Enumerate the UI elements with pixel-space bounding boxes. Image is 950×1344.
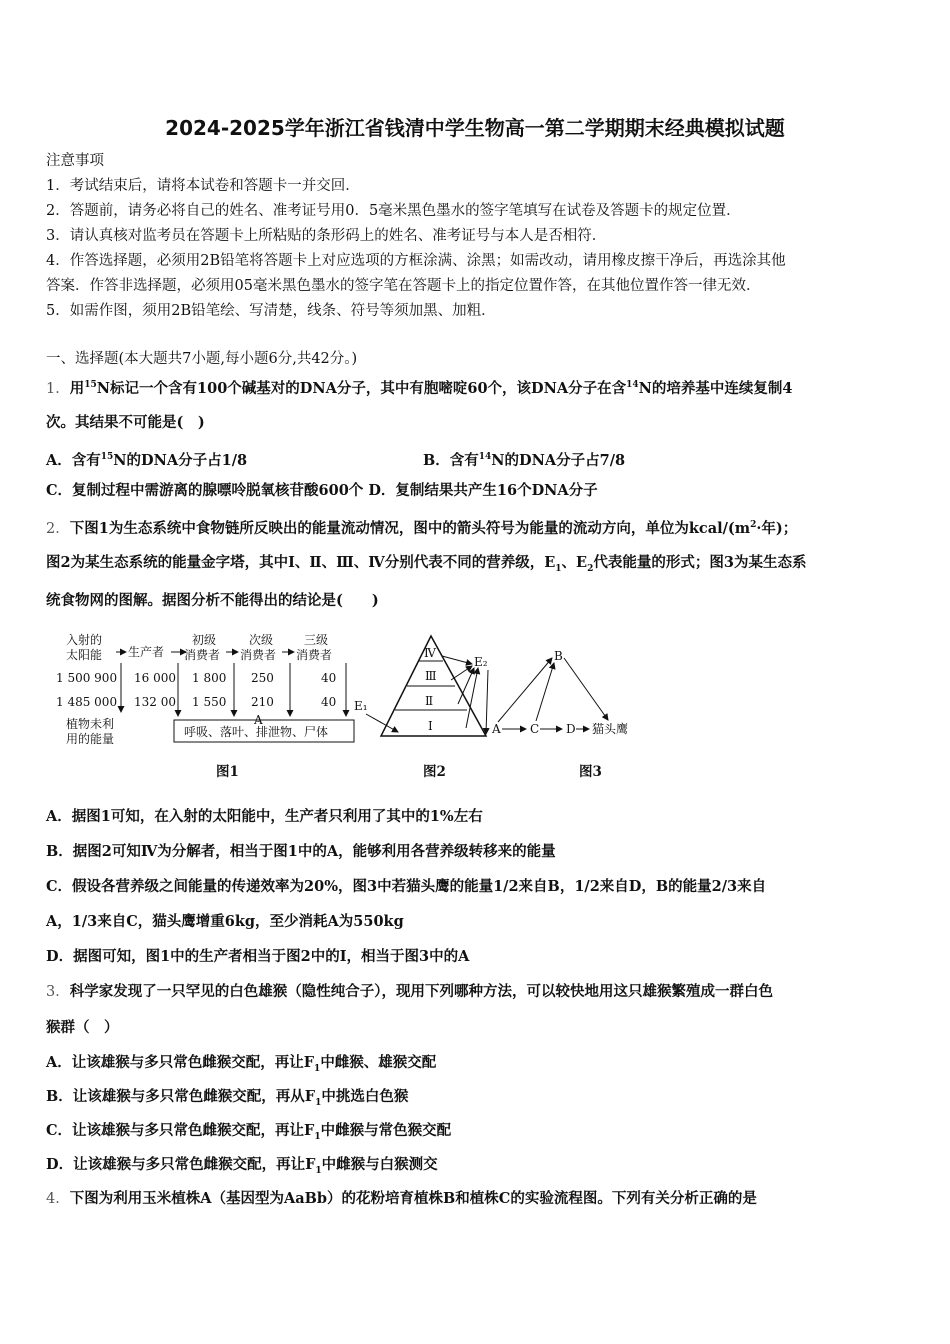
fig3-arrow <box>498 658 552 722</box>
fig2-arrow <box>366 714 398 732</box>
fig3-caption: 图3 <box>579 764 602 780</box>
fig3-node-c: C <box>530 722 540 736</box>
fig2-arrow <box>451 666 472 680</box>
fig2-level-i: Ⅰ <box>428 719 433 733</box>
fig1-a-label: A <box>254 713 263 727</box>
notice-item-4-cont: 答案．作答非选择题，必须用05毫米黑色墨水的签字笔在答题卡上的指定位置作答，在其他位置作答一律无效． <box>46 278 761 294</box>
q2-option-d[interactable]: D．据图可知，图1中的生产者相当于图2中的Ⅰ，相当于图3中的A <box>46 948 470 965</box>
q4-stem-line-1: 4．下图为利用玉米植株A（基因型为AaBb）的花粉培育植株B和植株C的实验流程图。下列有关分析正确的是 <box>46 1190 757 1207</box>
fig1-row2-producer: 132 00 <box>134 695 176 709</box>
fig1-producer: 生产者 <box>128 645 165 659</box>
fig1-row2-incoming: 1 485 000 <box>56 695 118 709</box>
fig3-arrow <box>564 658 608 720</box>
fig1-incoming-line2: 太阳能 <box>66 648 103 662</box>
q2-option-a[interactable]: A．据图1可知，在入射的太阳能中，生产者只利用了其中的1%左右 <box>46 808 483 825</box>
figure-3 <box>491 649 628 780</box>
q2-stem-line-3: 统食物网的图解。据图分析不能得出的结论是( ) <box>46 592 379 609</box>
q1-stem-line-1: 1．用$^{15}$N标记一个含有100个碱基对的DNA分子，其中有胞嘧啶60个，该DNA分子在含$^{14}$N的培养基中连续复制4 <box>46 379 793 397</box>
page-title: 2024-2025学年浙江省钱清中学生物高一第二学期期末经典模拟试题 <box>165 116 785 140</box>
figure-1 <box>56 632 354 780</box>
q1-option-b[interactable]: B．含有$^{14}$N的DNA分子占7/8 <box>423 451 626 469</box>
q3-stem-line-2: 猴群（ ） <box>46 1019 119 1036</box>
notice-item-4: 4．作答选择题，必须用2B铅笔将答题卡上对应选项的方框涂满、涂黑；如需改动，请用橡皮擦干净后，再选涂其他 <box>46 253 786 269</box>
fig1-caption: 图1 <box>216 764 239 780</box>
fig1-tertiary-line2: 消费者 <box>296 648 333 662</box>
q1-number: 1． <box>46 380 70 397</box>
fig1-box-text: 呼吸、落叶、排泄物、尸体 <box>184 725 329 739</box>
fig1-row1-incoming: 1 500 900 <box>56 671 118 685</box>
notice-item-5: 5．如需作图，须用2B铅笔绘、写清楚，线条、符号等须加黑、加粗． <box>46 303 496 319</box>
fig2-level-iv: Ⅳ <box>424 646 436 660</box>
q3-option-b[interactable]: B．让该雄猴与多只常色雌猴交配，再从$F_1$中挑选白色猴 <box>46 1088 409 1108</box>
fig1-unused-line1: 植物未利 <box>66 717 115 731</box>
fig2-arrow <box>486 670 488 734</box>
q2-option-c[interactable]: C．假设各营养级之间能量的传递效率为20%，图3中若猫头鹰的能量1/2来自B，1/2来自D，B的能量2/3来自 <box>46 878 767 895</box>
fig3-node-d: D <box>566 722 576 736</box>
fig1-row2-secondary: 210 <box>251 695 274 709</box>
q3-option-a[interactable]: A．让该雄猴与多只常色雌猴交配，再让$F_1$中雌猴、雄猴交配 <box>46 1054 437 1074</box>
notice-item-2: 2．答题前，请务必将自己的姓名、准考证号用0．5毫米黑色墨水的签字笔填写在试卷及答题卡的规定位置． <box>46 203 741 219</box>
ecosystem-figure <box>46 628 646 788</box>
fig3-node-owl: 猫头鹰 <box>592 722 629 736</box>
fig1-row1-tertiary: 40 <box>321 671 337 685</box>
q2-number: 2． <box>46 520 70 537</box>
fig3-node-a: A <box>492 722 501 736</box>
fig1-secondary-line2: 消费者 <box>240 648 277 662</box>
notice-item-1: 1．考试结束后，请将本试卷和答题卡一并交回． <box>46 178 360 194</box>
fig1-primary-line1: 初级 <box>192 633 217 647</box>
fig1-secondary-line1: 次级 <box>249 633 274 647</box>
q4-number: 4． <box>46 1191 70 1207</box>
q1-stem-line-2: 次。其结果不可能是( ) <box>46 414 205 431</box>
fig1-tertiary-line1: 三级 <box>304 633 329 647</box>
q2-option-b[interactable]: B．据图2可知Ⅳ为分解者，相当于图1中的A，能够利用各营养级转移来的能量 <box>46 843 556 860</box>
q2-stem-line-2: 图2为某生态系统的能量金字塔，其中Ⅰ、Ⅱ、Ⅲ、Ⅳ分别代表不同的营养级，$E_1$、$E_2$代表能量的形式；图3为某生态系 <box>46 554 807 574</box>
fig2-level-iii: Ⅲ <box>425 669 437 683</box>
fig1-row1-primary: 1 800 <box>192 671 227 685</box>
q2-option-c-cont[interactable]: A，1/3来自C，猫头鹰增重6kg，至少消耗A为550kg <box>46 913 404 930</box>
fig2-level-ii: Ⅱ <box>425 694 434 708</box>
fig1-row2-primary: 1 550 <box>192 695 227 709</box>
fig1-incoming-line1: 入射的 <box>66 633 103 647</box>
notice-item-3: 3．请认真核对监考员在答题卡上所粘贴的条形码上的姓名、准考证号与本人是否相符． <box>46 228 607 244</box>
section-heading: 一、选择题(本大题共7小题,每小题6分,共42分。) <box>46 351 358 367</box>
q1-options-ab <box>46 447 916 471</box>
figure-2 <box>354 636 488 780</box>
fig1-unused-line2: 用的能量 <box>66 732 115 746</box>
q3-option-c[interactable]: C．让该雄猴与多只常色雌猴交配，再让$F_1$中雌猴与常色猴交配 <box>46 1122 452 1142</box>
q2-stem-line-1: 2．下图1为生态系统中食物链所反映出的能量流动情况，图中的箭头符号为能量的流动方向，单位为kcal/($m^2\cdot$年)； <box>46 519 798 537</box>
fig1-row1-secondary: 250 <box>251 671 274 685</box>
q3-stem-line-1: 3．科学家发现了一只罕见的白色雄猴（隐性纯合子），现用下列哪种方法，可以较快地用这只雄猴繁殖成一群白色 <box>46 983 773 1000</box>
fig2-e1: E₁ <box>354 699 368 713</box>
fig3-arrow <box>536 663 554 721</box>
fig1-row1-producer: 16 000 <box>134 671 176 685</box>
fig3-node-b: B <box>554 649 563 663</box>
q1-options-cd[interactable]: C．复制过程中需游离的腺嘌呤脱氧核苷酸600个 D．复制结果共产生16个DNA分子 <box>46 482 598 499</box>
q1-option-a[interactable]: A．含有$^{15}$N的DNA分子占1/8 <box>46 451 248 469</box>
fig1-primary-line2: 消费者 <box>184 648 221 662</box>
fig2-caption: 图2 <box>423 764 446 780</box>
q3-option-d[interactable]: D．让该雄猴与多只常色雌猴交配，再让$F_1$中雌猴与白猴测交 <box>46 1156 438 1176</box>
fig1-row2-tertiary: 40 <box>321 695 337 709</box>
fig2-e2: E₂ <box>474 655 488 669</box>
q3-number: 3． <box>46 984 70 1000</box>
notice-heading: 注意事项 <box>46 153 104 169</box>
